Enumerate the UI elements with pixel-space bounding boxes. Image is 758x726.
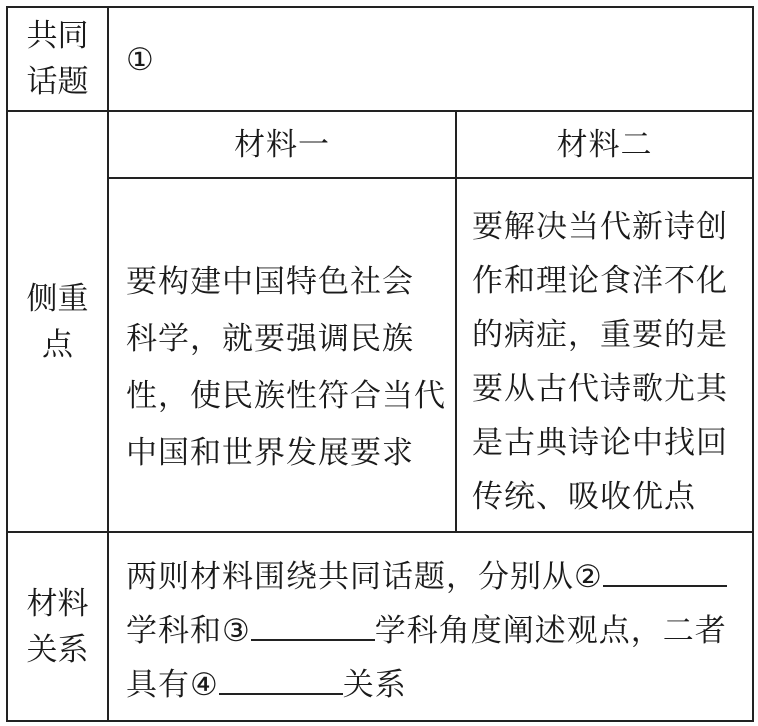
table-border-top bbox=[6, 6, 754, 8]
answer-blank-3[interactable] bbox=[251, 609, 375, 641]
relation-line-1-text: 两则材料围绕共同话题，分别从② bbox=[126, 559, 603, 595]
relation-label bbox=[27, 581, 89, 673]
material-two-line-5: 是古典诗论中找回 bbox=[472, 425, 728, 461]
topic-label-cell bbox=[8, 8, 107, 110]
material-one-header-text: 材料一 bbox=[234, 126, 330, 163]
focus-label-line-2: 点 bbox=[42, 326, 73, 363]
material-one-line-3: 性，使民族性符合当代 bbox=[126, 378, 446, 414]
material-two-line-6: 传统、吸收优点 bbox=[472, 479, 696, 515]
material-two-line-2: 作和理论食洋不化 bbox=[472, 263, 728, 299]
topic-content-cell bbox=[126, 38, 155, 82]
relation-line-2-end: 学科角度阐述观点，二者 bbox=[374, 613, 727, 649]
material-two-content bbox=[472, 200, 750, 524]
relation-line-2 bbox=[126, 604, 746, 658]
material-two-header bbox=[457, 112, 752, 177]
relation-label-cell bbox=[8, 533, 107, 720]
answer-blank-4[interactable] bbox=[219, 663, 343, 695]
table-border-bottom bbox=[6, 720, 754, 722]
table-border-right bbox=[752, 6, 754, 722]
relation-line-3-end: 关系 bbox=[342, 667, 407, 703]
material-two-line-3: 的病症，重要的是 bbox=[472, 317, 728, 353]
relation-line-2-mid: 学科和③ bbox=[126, 613, 251, 649]
material-one-line-4: 中国和世界发展要求 bbox=[126, 435, 414, 471]
focus-label-cell bbox=[8, 112, 107, 531]
relation-line-3 bbox=[126, 658, 746, 712]
material-two-header-text: 材料二 bbox=[556, 126, 653, 163]
topic-label-line-2: 话题 bbox=[26, 64, 89, 100]
relation-content bbox=[126, 550, 746, 712]
material-one-content bbox=[126, 254, 451, 482]
relation-label-line-1: 材料 bbox=[26, 585, 89, 622]
topic-label-line-1: 共同 bbox=[26, 18, 89, 54]
material-one-header bbox=[109, 112, 455, 177]
material-two-line-1: 要解决当代新诗创 bbox=[472, 209, 728, 245]
answer-blank-2[interactable] bbox=[603, 555, 727, 587]
material-two-line-4: 要从古代诗歌尤其 bbox=[472, 371, 728, 407]
material-one-line-1: 要构建中国特色社会 bbox=[126, 264, 414, 300]
focus-label bbox=[27, 276, 89, 368]
material-one-line-2: 科学，就要强调民族 bbox=[126, 321, 414, 357]
topic-label bbox=[27, 13, 89, 105]
topic-blank-marker: ① bbox=[126, 42, 155, 78]
relation-line-3-start: 具有④ bbox=[126, 667, 219, 703]
relation-line-1 bbox=[126, 550, 746, 604]
table-row-divider-2 bbox=[6, 531, 754, 533]
table-subheader-divider bbox=[107, 177, 754, 179]
focus-label-line-1: 侧重 bbox=[26, 280, 89, 317]
relation-label-line-2: 关系 bbox=[26, 631, 89, 668]
